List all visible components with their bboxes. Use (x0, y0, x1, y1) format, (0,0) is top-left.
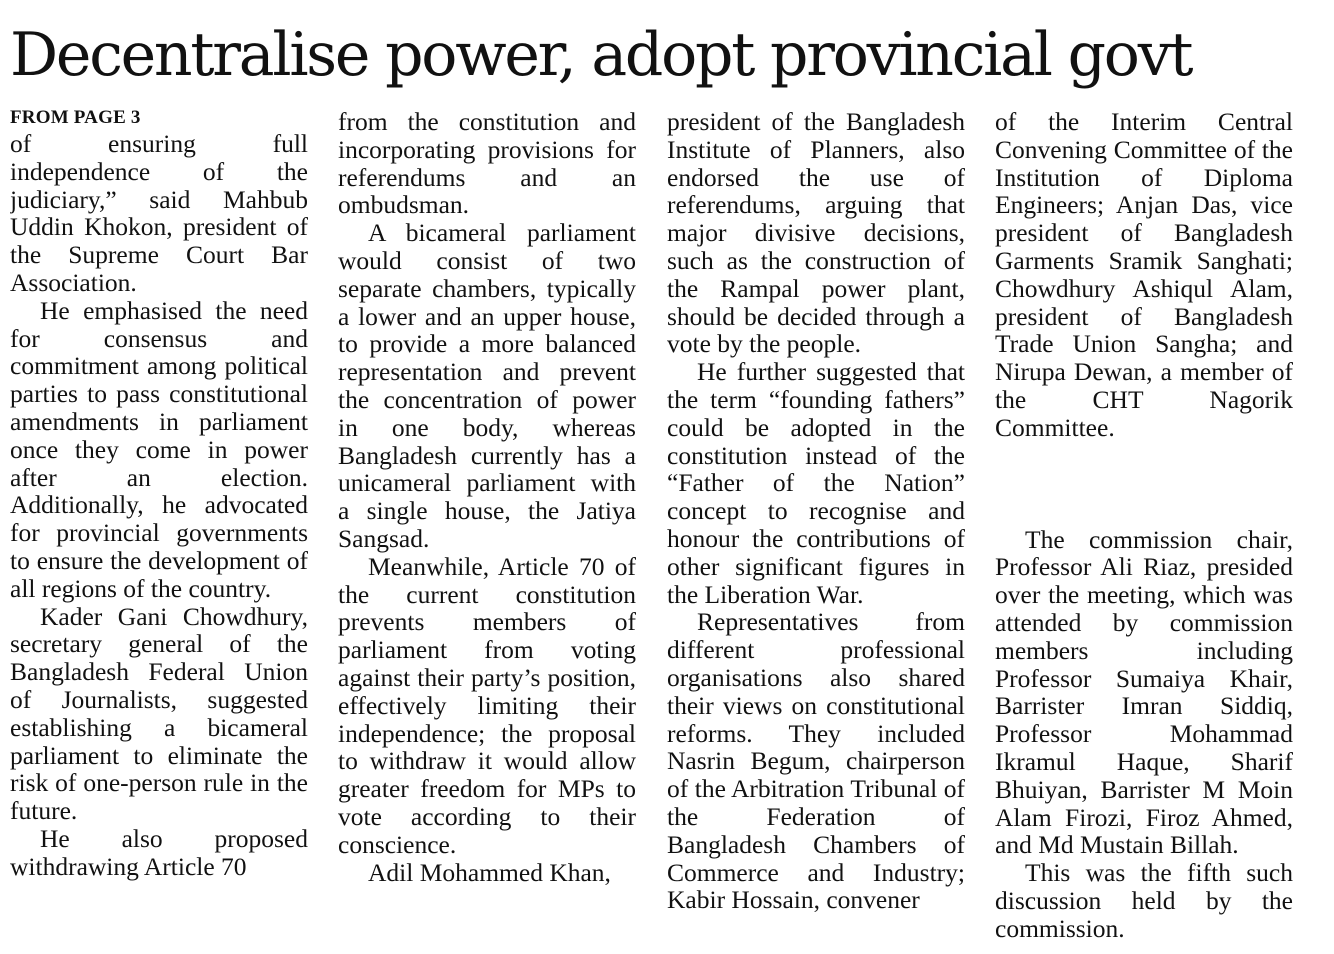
paragraph: He also proposed withdrawing Article 70 (10, 823, 308, 881)
article-column-3 (667, 108, 965, 948)
paragraph: of ensuring full independence of the judiciary,” said Mahbub Uddin Khokon, president of the Supreme Court Bar Association. (10, 129, 308, 297)
paragraph: The commission chair, Professor Ali Riaz, presided over the meeting, which was attended by commission members including Professor Sumaiya Khair, Barrister Imran Siddiq, Professor Mohammad Ikramul Haque, Sharif Bhuiyan, Barrister M Moin Alam Firozi, Firoz Ahmed, and Md Mustain Billah. (995, 524, 1293, 860)
paragraph: Kader Gani Chowdhury, secretary general of the Bangladesh Federal Union of Journalists, suggested establishing a bicameral parliament to eliminate the risk of one-person rule in the future. (10, 601, 308, 826)
paragraph: Adil Mohammed Khan, (368, 857, 611, 887)
article-column-2 (338, 108, 636, 948)
paragraph: president of the Bangladesh Institute of Planners, also endorsed the use of referendums, arguing that major divisive decisions, such as the construction of the Rampal power plant, should be decided through a vote by the people. (667, 108, 965, 359)
column-gap (995, 442, 1293, 526)
paragraph: Representatives from different professional organisations also shared their views on constitutional reforms. They included Nasrin Begum, chairperson of the Arbitration Tribunal of the Federation of Bangladesh Chambers of Commerce and Industry; Kabir Hossain, convener (667, 607, 965, 915)
paragraph: of the Interim Central Convening Committee of the Institution of Diploma Engineers; Anjan Das, vice president of Bangladesh Garments Sramik Sanghati; Chowdhury Ashiqul Alam, president of Bangladesh Trade Union Sangha; and Nirupa Dewan, a member of the CHT Nagorik Committee. (995, 108, 1293, 442)
article-column-1 (10, 106, 308, 946)
paragraph: A bicameral parliament would consist of two separate chambers, typically a lower and an upper house, to provide a more balanced representation and prevent the concentration of power in one body, whereas Bangladesh currently has a unicameral parliament with a single house, the Jatiya Sangsad. (338, 218, 636, 553)
article-column-4 (995, 108, 1293, 948)
paragraph: He emphasised the need for consensus and commitment among political parties to pass constitutional amendments in parliament once they come in power after an election. Additionally, he advocated for provincial governments to ensure the development of all regions of the country. (10, 295, 308, 603)
paragraph: This was the fifth such discussion held by the commission. (995, 858, 1293, 943)
continuation-kicker: FROM PAGE 3 (10, 107, 141, 128)
headline: Decentralise power, adopt provincial govt (10, 20, 1192, 90)
paragraph: from the constitution and incorporating provisions for referendums and an ombudsman. (338, 108, 636, 220)
paragraph: He further suggested that the term “founding fathers” could be adopted in the constitution instead of the “Father of the Nation” concept to recognise and honour the contributions of other significant figures in the Liberation War. (667, 357, 965, 609)
paragraph: Meanwhile, Article 70 of the current constitution prevents members of parliament from voting against their party’s position, effectively limiting their independence; the proposal to withdraw it would allow greater freedom for MPs to vote according to their conscience. (338, 551, 636, 859)
